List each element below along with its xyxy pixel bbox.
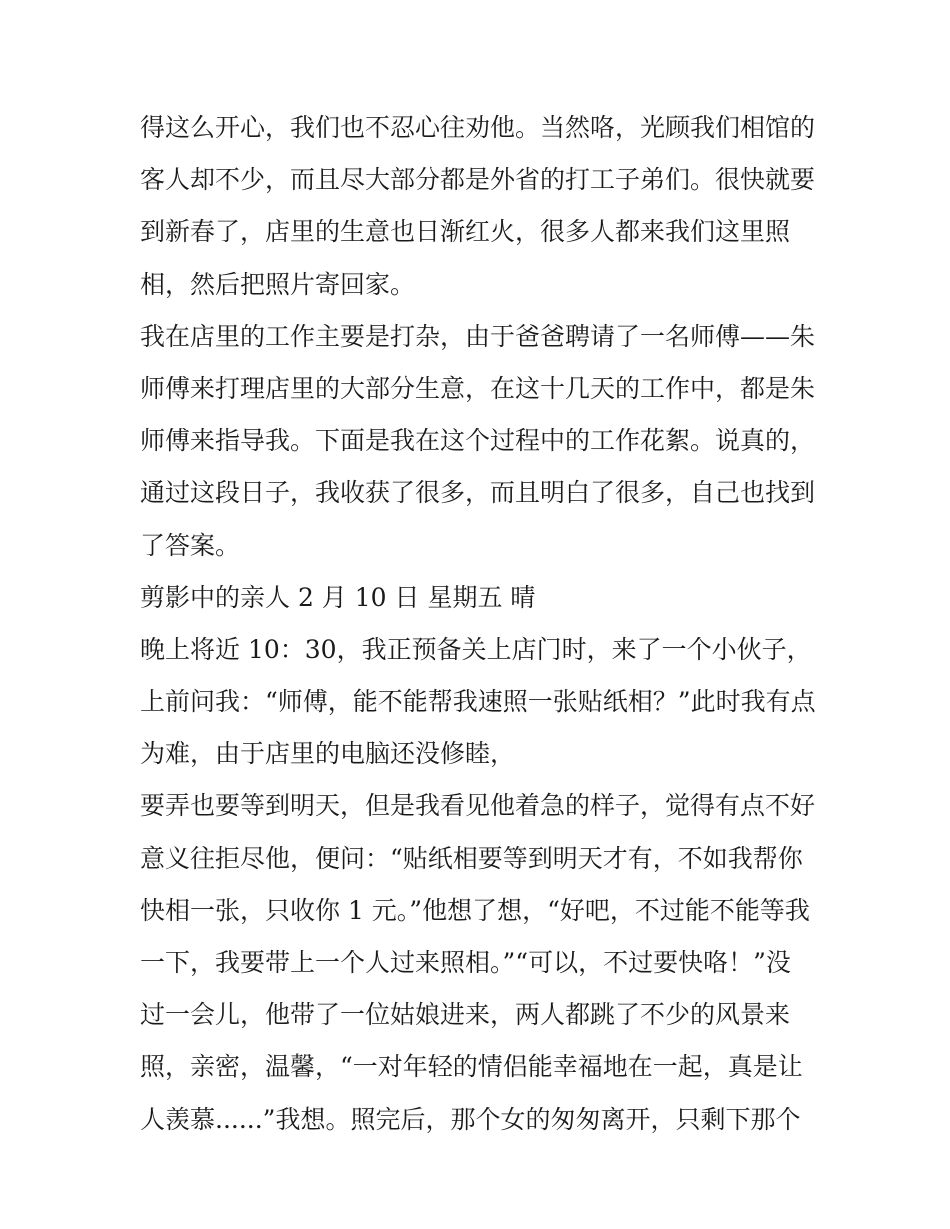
text-line: 师傅来指导我。下面是我在这个过程中的工作花絮。说真的， [140,426,816,456]
document-body [140,102,820,1146]
text-line: 师傅来打理店里的大部分生意，在这十几天的工作中，都是朱 [140,373,816,403]
text-line: 上前问我：“师傅，能不能帮我速照一张贴纸相？”此时我有点 [140,687,816,717]
text-line: 到新春了，店里的生意也日渐红火，很多人都来我们这里照 [140,217,791,247]
text-line: 为难，由于店里的电脑还没修睦， [140,739,516,769]
text-line: 我在店里的工作主要是打杂，由于爸爸聘请了一名师傅——朱 [140,321,816,351]
text-line: 晚上将近 10：30，我正预备关上店门时，来了一个小伙子， [140,634,812,664]
text-line: 相，然后把照片寄回家。 [140,269,416,299]
text-line: 意义往拒尽他，便问：“贴纸相要等到明天才有，不如我帮你 [140,843,803,873]
text-line: 一下，我要带上一个人过来照相。”“可以，不过要快咯！”没 [140,948,791,977]
text-line: 照，亲密，温馨，“一对年轻的情侣能幸福地在一起，真是让 [140,1052,803,1082]
diary-heading: 剪影中的亲人 2 月 10 日 星期五 晴 [140,582,536,612]
text-line: 快相一张，只收你 1 元。”他想了想，“好吧，不过能不能等我 [140,895,810,925]
text-line: 要弄也要等到明天，但是我看见他着急的样子，觉得有点不好 [140,791,816,821]
text-line: 人羡慕......”我想。照完后，那个女的匆匆离开，只剩下那个 [140,1104,801,1134]
text-line: 客人却不少，而且尽大部分都是外省的打工子弟们。很快就要 [140,165,816,195]
text-line: 过一会儿，他带了一位姑娘进来，两人都跳了不少的风景来 [140,1000,791,1030]
text-line: 通过这段日子，我收获了很多，而且明白了很多，自己也找到 [140,478,816,508]
text-line: 了答案。 [140,530,241,560]
text-line: 得这么开心，我们也不忍心往劝他。当然咯，光顾我们相馆的 [140,113,816,142]
